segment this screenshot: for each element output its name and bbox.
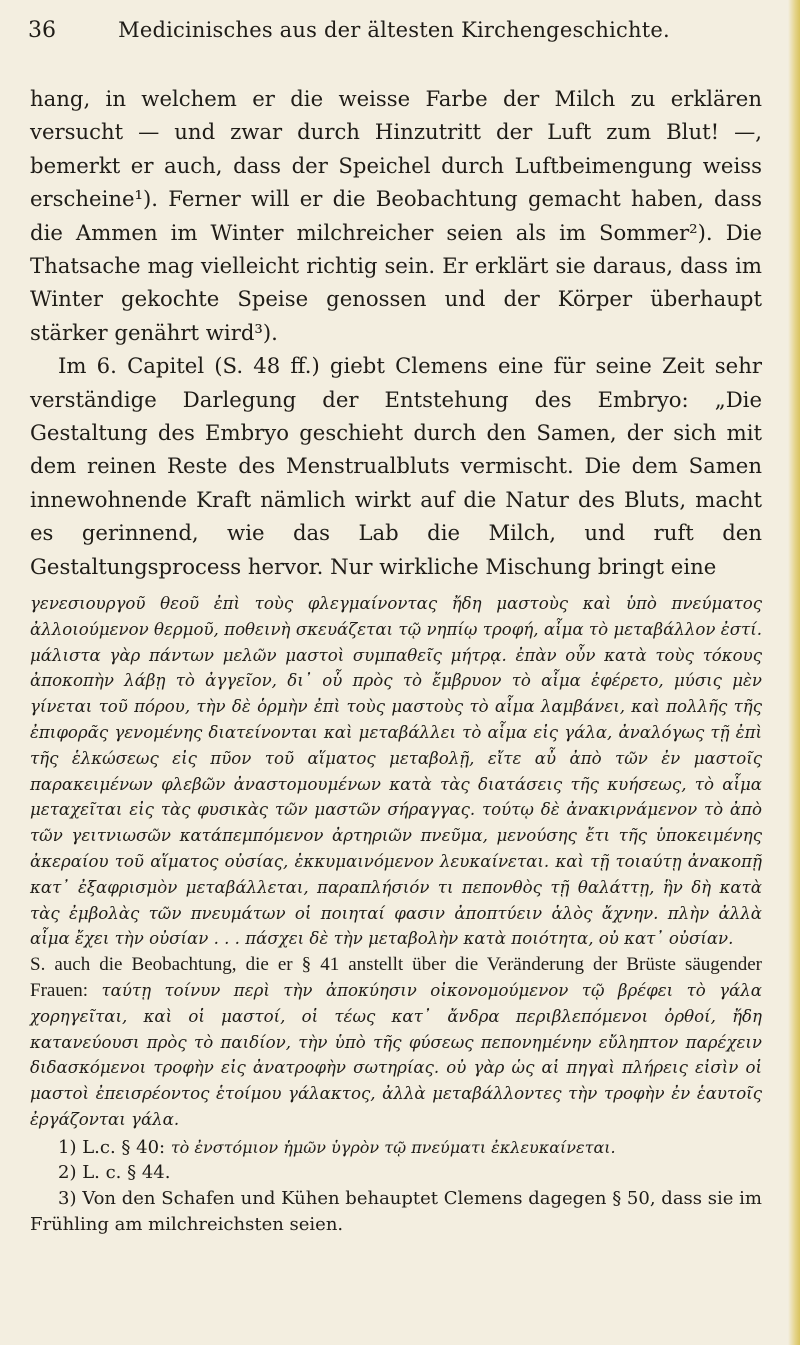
page-number: 36 [28,18,56,43]
footnotes [30,1135,762,1237]
greek-text-2: ταύτῃ τοίνυν περὶ τὴν ἀποκύησιν οἰκονομούμενον τῷ βρέφει τὸ γάλα χορηγεῖται, καὶ οἱ μαστοί, οἱ τέως κατ᾽ ἄνδρα περιβλεπόμενοι ὀρθοί, ἤδη κατανεύουσι πρὸς τὸ παιδίον, τὴν ὑπὸ τῆς φύσεως πεπονημένην εὔληπτον παρέχειν διδασκόμενοι τροφὴν εἰς ἀνατροφὴν σωτηρίας. οὐ γὰρ ὡς αἱ πηγαὶ πλήρεις εἰσὶν οἱ μαστοὶ ἐπεισρέοντος ἑτοίμου γάλακτος, ἀλλὰ μεταβάλλοντες τὴν τροφὴν ἐν ἑαυτοῖς ἐργάζονται γάλα. [30,981,762,1130]
paragraph-2: Im 6. Capitel (S. 48 ff.) giebt Clemens eine für seine Zeit sehr verständige Darlegung der Entstehung des Embryo: „Die Gestaltung des Embryo geschieht durch den Samen, der sich mit dem reinen Reste des Menstrualbluts vermischt. Die dem Samen innewohnende Kraft nämlich wirkt auf die Natur des Bluts, macht es gerinnend, wie das Lab die Milch, und ruft den Gestaltungsprocess hervor. Nur wirkliche Mischung bringt eine [30,353,762,579]
greek-text-1: γενεσιουργοῦ θεοῦ ἐπὶ τοὺς φλεγμαίνοντας ἤδη μαστοὺς καὶ ὑπὸ πνεύματος ἀλλοιούμενον θερμοῦ, ποθεινὴ σκευάζεται τῷ νηπίῳ τροφή, αἷμα τὸ μεταβάλλον ἐστί. μάλιστα γὰρ πάντων μελῶν μαστοὶ συμπαθεῖς μήτρᾳ. ἐπὰν οὖν κατὰ τοὺς τόκους ἀποκοπὴν λάβῃ τὸ ἀγγεῖον, δι᾽ οὗ πρὸς τὸ ἔμβρυον τὸ αἷμα ἐφέρετο, μύσις μὲν γίνεται τοῦ πόρου, τὴν δὲ ὁρμὴν ἐπὶ τοὺς μαστοὺς τὸ αἷμα λαμβάνει, καὶ πολλῆς τῆς ἐπιφορᾶς γενομένης διατείνονται καὶ μεταβάλλει τὸ αἷμα εἰς γάλα, ἀναλόγως τῇ ἐπὶ τῆς ἑλκώσεως εἰς πῦον τοῦ αἵματος μεταβολῇ, εἴτε αὖ ἀπὸ τῶν ἐν μαστοῖς παρακειμένων φλεβῶν ἀναστομουμένων κατὰ τὰς διατάσεις τῆς κυήσεως, τὸ αἷμα μεταχεῖται εἰς τὰς φυσικὰς τῶν μαστῶν σήραγγας. τούτῳ δὲ ἀνακιρνάμενον τὸ ἀπὸ τῶν γειτνιωσῶν κατάπεμπόμενον ἀρτηριῶν πνεῦμα, μενούσης ἔτι τῆς ὑποκειμένης ἀκεραίου τοῦ αἵματος οὐσίας, ἐκκυμαινόμενον λευκαίνεται. καὶ τῇ τοιαύτῃ ἀνακοπῇ κατ᾽ ἐξαφρισμὸν μεταβάλλεται, παραπλήσιόν τι πεπονθὸς τῇ θαλάττῃ, ἣν δὴ κατὰ τὰς ἐμβολὰς τῶν πνευμάτων οἱ ποιηταί φασιν ἀποπτύειν ἁλὸς ἄχνην. πλὴν ἀλλὰ αἷμα ἔχει τὴν οὐσίαν . . . πάσχει δὲ τὴν μεταβολὴν κατὰ ποιότητα, οὐ κατ᾽ οὐσίαν. [30,594,762,949]
page-header [28,18,760,48]
page-edge [788,0,800,1345]
footnote-2: 2) L. c. § 44. [58,1162,171,1184]
footnote-1: 1) L.c. § 40: τὸ ἐνστόμιον ἡμῶν ὑγρὸν τῷ πνεύματι ἐκλευκαίνεται. [58,1136,616,1158]
page-body [30,82,762,1237]
greek-quotation [30,591,762,1133]
running-title: Medicinisches aus der ältesten Kirchengeschichte. [118,18,670,42]
paragraph-1: hang, in welchem er die weisse Farbe der Milch zu erklären versucht — und zwar durch Hinzutritt der Luft zum Blut! —, bemerkt er auch, dass der Speichel durch Luftbeimengung weiss erscheine¹). Ferner will er die Beobachtung gemacht haben, dass die Ammen im Winter milchreicher seien als im Sommer²). Die Thatsache mag vielleicht richtig sein. Er erklärt sie daraus, dass im Winter gekochte Speise genossen und der Körper überhaupt stärker genährt wird³). [30,86,762,345]
footnote-3: 3) Von den Schafen und Kühen behauptet Clemens dagegen § 50, dass sie im Frühling am milchreichsten seien. [30,1188,762,1235]
greek-note: S. auch die Beobachtung, die er § 41 anstellt über die Veränderung der Brüste säugender Frauen: [30,954,762,1002]
